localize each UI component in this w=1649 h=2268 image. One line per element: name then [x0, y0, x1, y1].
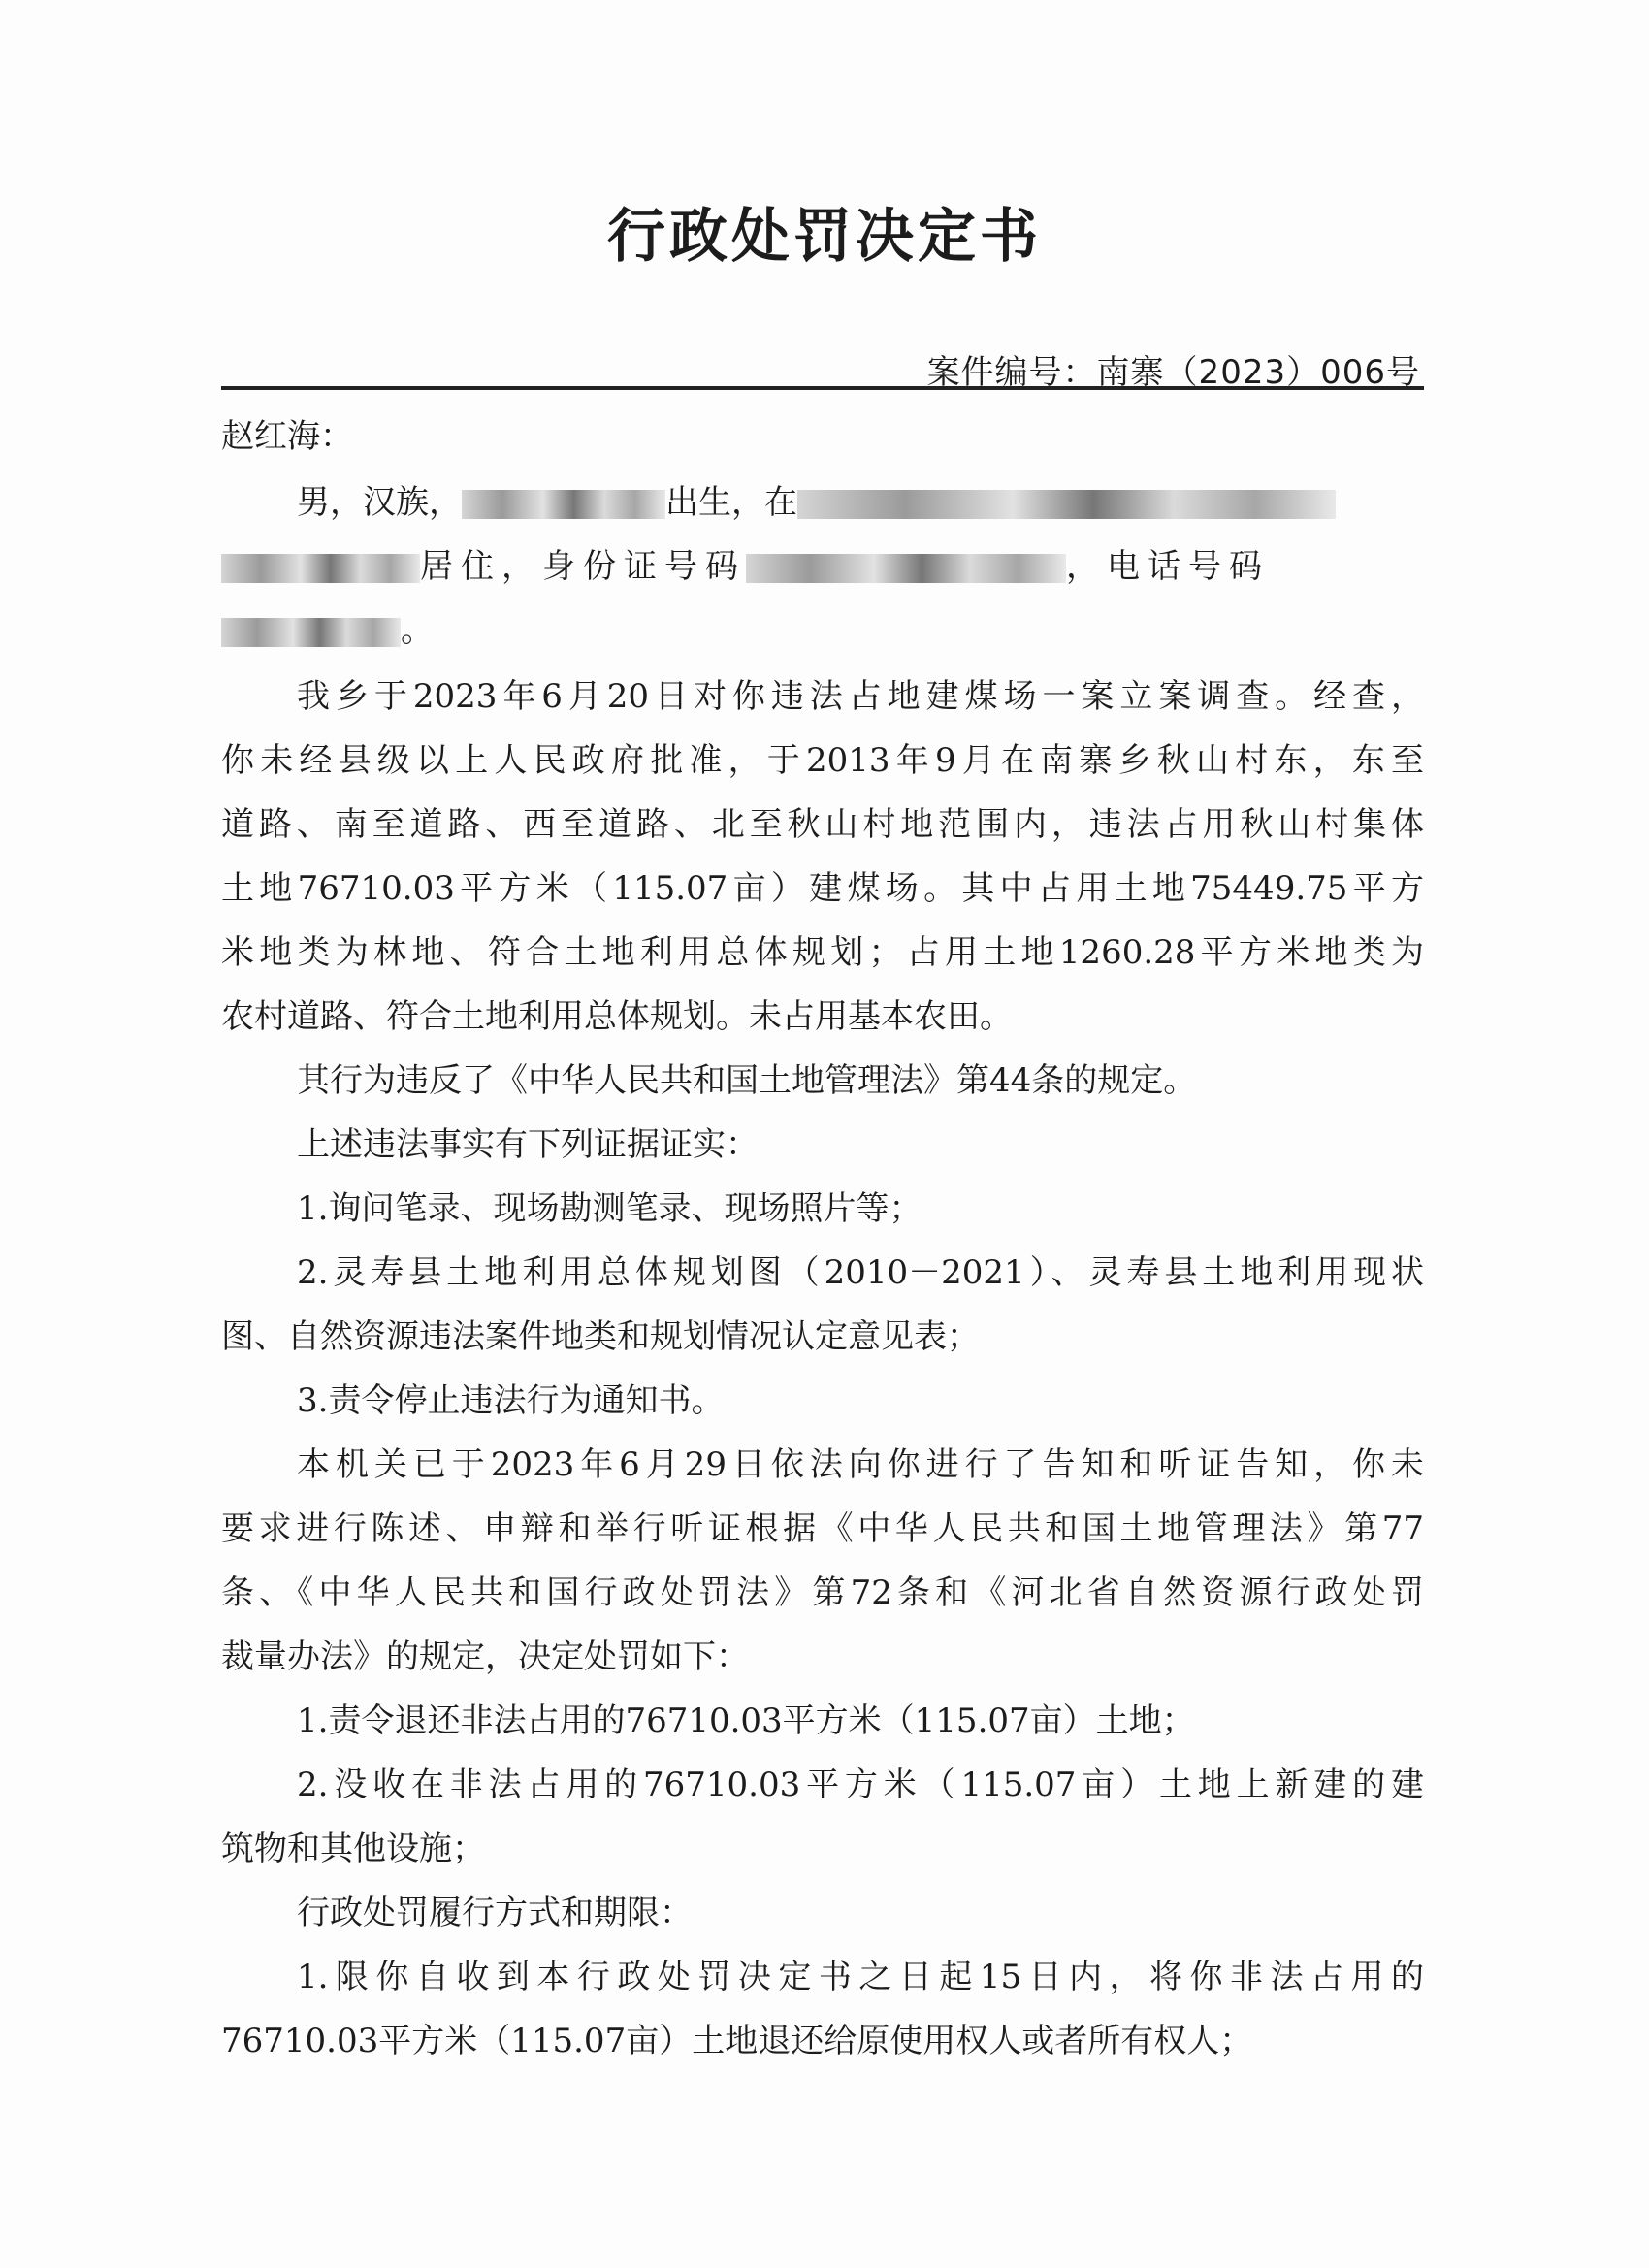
paragraph-line: 道路、南至道路、西至道路、北至秋山村地范围内，违法占用秋山村集体 [221, 805, 1424, 844]
personal-info-line-2 [221, 547, 1424, 586]
redacted-address [221, 554, 420, 583]
personal-text: 。 [401, 611, 434, 650]
paragraph-line: 土地76710.03平方米（115.07亩）建煤场。其中占用土地75449.75平方 [221, 869, 1424, 908]
method-item: 1.限你自收到本行政处罚决定书之日起15日内，将你非法占用的 [297, 1958, 1424, 1996]
paragraph-line: 米地类为林地、符合土地利用总体规划；占用土地1260.28平方米地类为 [221, 933, 1424, 972]
header-rule [221, 386, 1424, 390]
method-item: 76710.03平方米（115.07亩）土地退还给原使用权人或者所有权人； [221, 2022, 1253, 2060]
paragraph-line: 我乡于2023年6月20日对你违法占地建煤场一案立案调查。经查， [297, 677, 1424, 716]
document-title: 行政处罚决定书 [607, 203, 1042, 271]
personal-info-line-3 [221, 611, 1424, 650]
personal-text: ，电话号码 [1066, 547, 1270, 586]
addressee: 赵红海： [221, 417, 353, 456]
paragraph-line: 农村道路、符合土地利用总体规划。未占用基本农田。 [221, 997, 1013, 1036]
decision-item: 2.没收在非法占用的76710.03平方米（115.07亩）土地上新建的建 [297, 1766, 1424, 1804]
evidence-item: 1.询问笔录、现场勘测笔录、现场照片等； [297, 1189, 922, 1228]
evidence-item: 图、自然资源违法案件地类和规划情况认定意见表； [221, 1317, 980, 1356]
paragraph-line: 行政处罚履行方式和期限： [297, 1894, 693, 1932]
paragraph-line: 本机关已于2023年6月29日依法向你进行了告知和听证告知，你未 [297, 1445, 1424, 1484]
personal-info-line-1 [297, 483, 1424, 522]
decision-item: 1.责令退还非法占用的76710.03平方米（115.07亩）土地； [297, 1701, 1195, 1740]
redacted-birthdate [462, 490, 665, 519]
evidence-item: 3.责令停止违法行为通知书。 [297, 1381, 725, 1420]
personal-text: 出生，在 [665, 483, 797, 522]
redacted-id-number [746, 554, 1066, 583]
personal-text: 居住，身份证号码 [420, 547, 746, 586]
decision-item: 筑物和其他设施； [221, 1830, 485, 1868]
paragraph-line: 上述违法事实有下列证据证实： [297, 1125, 759, 1164]
paragraph-line: 要求进行陈述、申辩和举行听证根据《中华人民共和国土地管理法》第77 [221, 1509, 1424, 1548]
evidence-item: 2.灵寿县土地利用总体规划图（2010－2021）、灵寿县土地利用现状 [297, 1253, 1424, 1292]
redacted-address [797, 490, 1336, 519]
paragraph-line: 裁量办法》的规定，决定处罚如下： [221, 1637, 749, 1676]
paragraph-line: 条、《中华人民共和国行政处罚法》第72条和《河北省自然资源行政处罚 [221, 1573, 1424, 1612]
redacted-phone-number [221, 618, 401, 647]
case-number: 案件编号：南寨（2023）006号 [926, 353, 1420, 392]
personal-text: 男，汉族， [297, 483, 462, 522]
paragraph-line: 其行为违反了《中华人民共和国土地管理法》第44条的规定。 [297, 1061, 1197, 1100]
paragraph-line: 你未经县级以上人民政府批准，于2013年9月在南寨乡秋山村东，东至 [221, 741, 1424, 780]
